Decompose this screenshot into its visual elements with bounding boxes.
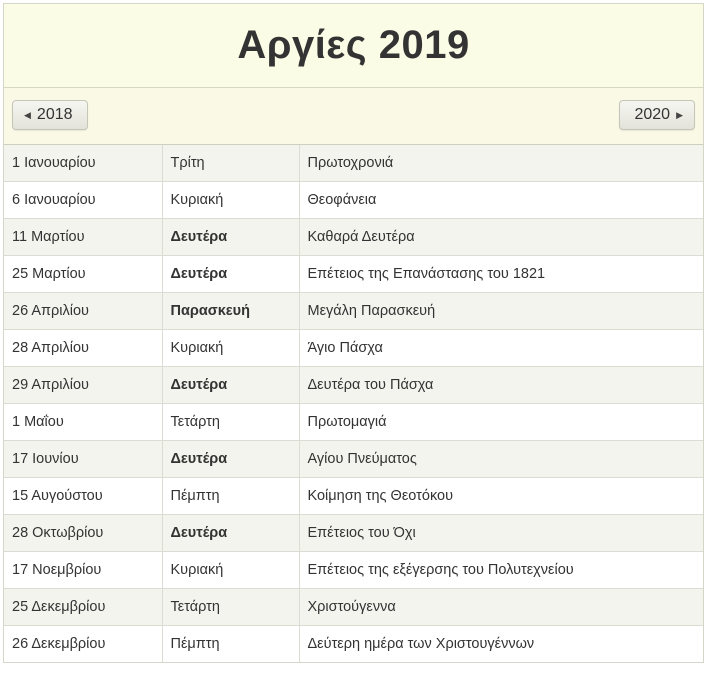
holiday-date: 28 Απριλίου (4, 330, 162, 367)
holiday-name: Επέτειος της εξέγερσης του Πολυτεχνείου (299, 552, 703, 589)
title-bar (4, 4, 703, 88)
table-row (4, 256, 703, 293)
holiday-date: 6 Ιανουαρίου (4, 182, 162, 219)
holiday-date: 29 Απριλίου (4, 367, 162, 404)
table-row (4, 478, 703, 515)
previous-year-label: 2018 (36, 106, 73, 123)
holiday-name: Επέτειος του Όχι (299, 515, 703, 552)
holiday-weekday: Κυριακή (162, 182, 299, 219)
table-row (4, 182, 703, 219)
holiday-date: 17 Νοεμβρίου (4, 552, 162, 589)
holiday-date: 26 Απριλίου (4, 293, 162, 330)
holiday-name: Δευτέρα του Πάσχα (299, 367, 703, 404)
holiday-weekday: Τετάρτη (162, 404, 299, 441)
holiday-weekday: Κυριακή (162, 330, 299, 367)
holiday-date: 1 Ιανουαρίου (4, 145, 162, 182)
holidays-table-body (4, 145, 703, 662)
table-row (4, 219, 703, 256)
holiday-name: Επέτειος της Επανάστασης του 1821 (299, 256, 703, 293)
holiday-name: Κοίμηση της Θεοτόκου (299, 478, 703, 515)
table-row (4, 441, 703, 478)
holidays-table (4, 145, 703, 662)
holiday-name: Δεύτερη ημέρα των Χριστουγέννων (299, 626, 703, 663)
table-row (4, 515, 703, 552)
holiday-weekday: Πέμπτη (162, 478, 299, 515)
holiday-weekday: Δευτέρα (162, 441, 299, 478)
holiday-weekday: Δευτέρα (162, 219, 299, 256)
page-title: Αργίες 2019 (237, 23, 470, 67)
holiday-date: 25 Δεκεμβρίου (4, 589, 162, 626)
holiday-weekday: Δευτέρα (162, 256, 299, 293)
holiday-date: 17 Ιουνίου (4, 441, 162, 478)
holiday-weekday: Πέμπτη (162, 626, 299, 663)
holiday-name: Μεγάλη Παρασκευή (299, 293, 703, 330)
holiday-name: Άγιο Πάσχα (299, 330, 703, 367)
holiday-weekday: Κυριακή (162, 552, 299, 589)
table-row (4, 552, 703, 589)
holiday-name: Χριστούγεννα (299, 589, 703, 626)
next-year-label: 2020 (634, 106, 671, 123)
holiday-date: 15 Αυγούστου (4, 478, 162, 515)
holiday-name: Πρωτοχρονιά (299, 145, 703, 182)
table-row (4, 145, 703, 182)
holiday-weekday: Τετάρτη (162, 589, 299, 626)
holiday-date: 11 Μαρτίου (4, 219, 162, 256)
year-navigation (4, 88, 703, 145)
holiday-date: 1 Μαΐου (4, 404, 162, 441)
holiday-name: Αγίου Πνεύματος (299, 441, 703, 478)
previous-year-button[interactable] (12, 100, 88, 130)
table-row (4, 589, 703, 626)
arrow-right-icon: ▶ (676, 109, 683, 120)
arrow-left-icon: ◀ (24, 109, 31, 120)
holiday-name: Θεοφάνεια (299, 182, 703, 219)
table-row (4, 367, 703, 404)
holiday-weekday: Δευτέρα (162, 515, 299, 552)
holiday-date: 25 Μαρτίου (4, 256, 162, 293)
next-year-button[interactable] (619, 100, 695, 130)
holiday-weekday: Δευτέρα (162, 367, 299, 404)
table-row (4, 293, 703, 330)
holiday-date: 28 Οκτωβρίου (4, 515, 162, 552)
holidays-widget (3, 3, 704, 663)
holiday-name: Καθαρά Δευτέρα (299, 219, 703, 256)
table-row (4, 404, 703, 441)
holiday-weekday: Παρασκευή (162, 293, 299, 330)
holiday-weekday: Τρίτη (162, 145, 299, 182)
holiday-date: 26 Δεκεμβρίου (4, 626, 162, 663)
holiday-name: Πρωτομαγιά (299, 404, 703, 441)
table-row (4, 626, 703, 663)
table-row (4, 330, 703, 367)
